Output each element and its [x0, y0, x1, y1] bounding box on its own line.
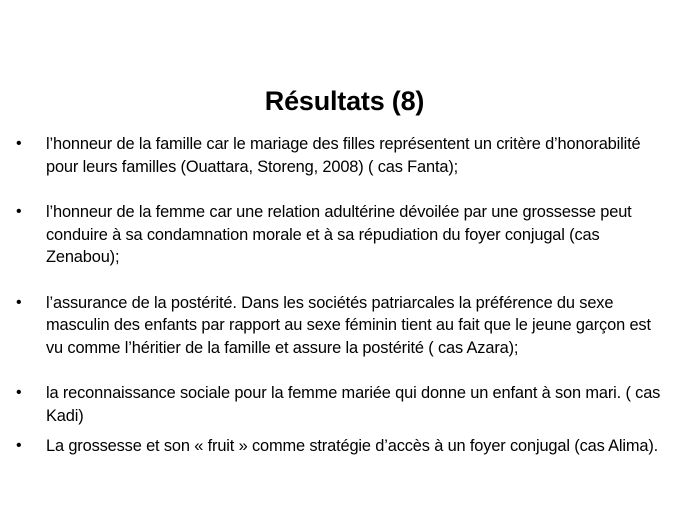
bullet-dot-icon: •	[16, 437, 22, 454]
bullet-text: l’honneur de la famille car le mariage des filles représentent un critère d’honorabilité pour leurs familles (Ouattara, Storeng, 2008) ( cas Fanta);	[46, 135, 641, 176]
bullet-dot-icon: •	[16, 203, 22, 220]
bullet-item-1	[16, 133, 666, 178]
bullet-text: l’honneur de la femme car une relation adultérine dévoilée par une grossesse peut conduire à sa condamnation morale et à sa répudiation du foyer conjugal (cas Zenabou);	[46, 203, 632, 266]
bullet-item-2	[16, 201, 666, 269]
bullet-text: La grossesse et son « fruit » comme stratégie d’accès à un foyer conjugal (cas Alima).	[46, 437, 659, 455]
bullet-text: l’assurance de la postérité. Dans les sociétés patriarcales la préférence du sexe masculin des enfants par rapport au sexe féminin tient au fait que le jeune garçon est vu comme l’héritier de la famille et assure la postérité ( cas Azara);	[46, 293, 651, 357]
bullet-dot-icon: •	[16, 293, 22, 311]
slide-title: Résultats (8)	[264, 86, 425, 116]
bullet-item-3	[16, 292, 666, 360]
bullet-item-5	[16, 435, 666, 458]
bullet-dot-icon: •	[16, 384, 22, 401]
bullet-item-4	[16, 382, 666, 427]
bullet-list	[16, 133, 666, 458]
bullet-dot-icon: •	[16, 135, 22, 152]
bullet-text: la reconnaissance sociale pour la femme mariée qui donne un enfant à son mari. ( cas Kadi)	[46, 384, 661, 425]
